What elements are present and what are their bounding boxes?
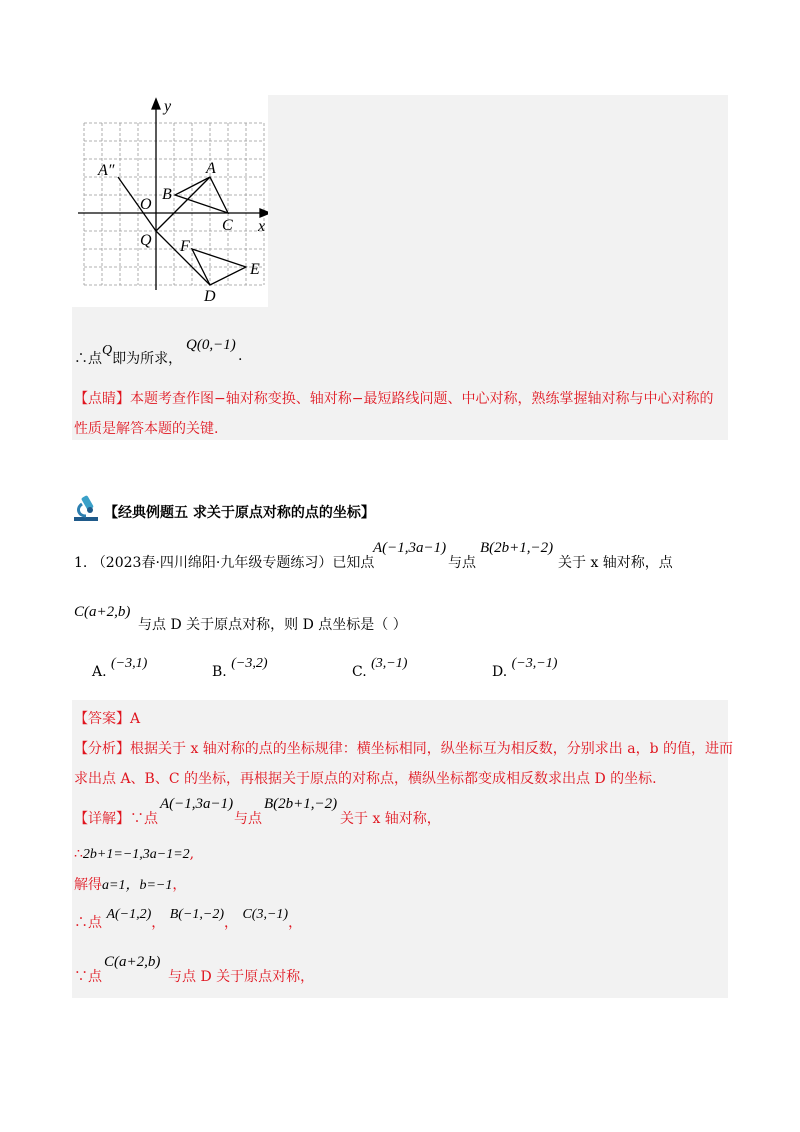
section-title: 【经典例题五 求关于原点对称的点的坐标】 [104, 505, 375, 521]
detail-point-b: B(2b+1,−2) [264, 796, 338, 812]
detail-point-a: A(−1,3a−1) [160, 796, 234, 812]
detail-tag: 【详解】 [74, 811, 130, 827]
analysis-text-1: 根据关于 x 轴对称的点的坐标规律：横坐标相同，纵坐标互为相反数，分别求出 a，b 的值，进而 [130, 741, 734, 757]
detail-mid: 与点 [234, 811, 262, 827]
point-q-label: Q [102, 343, 113, 358]
question-tail: 关于 x 轴对称，点 [558, 555, 673, 571]
detail-sep-1: ， [151, 915, 166, 931]
label-q: Q [140, 232, 152, 249]
option-b-label: B. [212, 664, 227, 680]
label-c: C [222, 217, 233, 234]
option-d-value: (−3,−1) [511, 656, 558, 671]
conclusion-end: . [238, 348, 243, 364]
question-line-1 [74, 552, 374, 572]
detail-points-end: ， [288, 915, 303, 931]
question-point-a: A(−1,3a−1) [373, 540, 447, 556]
detail-therefore-points: ∴点 [74, 915, 102, 931]
detail-comma: , [189, 846, 195, 862]
detail-line-5-tail: 与点 D 关于原点对称， [168, 969, 315, 985]
axes [78, 99, 268, 290]
detail-tail: 关于 x 轴对称， [340, 811, 441, 827]
option-c-label: C. [352, 664, 367, 680]
detail-a-coord: A(−1,2) [106, 907, 152, 922]
option-a-label: A. [92, 664, 107, 680]
label-e: E [250, 261, 260, 278]
option-a-value: (−3,1) [111, 656, 148, 671]
option-c-value: (3,−1) [371, 656, 408, 671]
option-c[interactable] [352, 656, 408, 681]
detail-line-3 [74, 874, 186, 894]
comment-text-1: 本题考查作图−轴对称变换、轴对称−最短路线问题、中心对称，熟练掌握轴对称与中心对称的 [130, 391, 714, 407]
answer-tag: 【答案】 [74, 711, 130, 727]
question-mid: 与点 [448, 555, 476, 571]
analysis-line-2: 求出点 A、B、C 的坐标，再根据关于原点的对称点，横纵坐标都变成相反数求出点 D 的坐标. [74, 771, 657, 787]
option-d-label: D. [492, 664, 508, 680]
option-b[interactable] [212, 656, 268, 681]
conclusion-line [74, 343, 183, 368]
conclusion-coord: Q(0,−1) [186, 337, 236, 353]
detail-line-5: ∵点 [74, 969, 102, 985]
question-source: （2023春·四川绵阳·九年级专题练习）已知点 [91, 555, 375, 571]
question-line-2: 与点 D 关于原点对称，则 D 点坐标是（ ） [138, 617, 407, 633]
label-d: D [204, 288, 216, 305]
question-point-c: C(a+2,b) [74, 604, 131, 620]
detail-solution-comma: ， [172, 877, 187, 893]
answer-line [74, 708, 140, 728]
comment-line-2: 性质是解答本题的关键. [74, 421, 219, 437]
answer-value: A [130, 711, 141, 727]
detail-c-coord: C(3,−1) [242, 907, 289, 922]
option-a[interactable] [92, 656, 148, 681]
analysis-tag: 【分析】 [74, 741, 130, 757]
therefore-text: ∴点 [74, 351, 102, 367]
label-f: F [180, 238, 190, 255]
detail-therefore: ∴ [74, 846, 83, 862]
detail-sep-2: ， [224, 915, 239, 931]
question-point-b: B(2b+1,−2) [480, 540, 554, 556]
analysis-line-1 [74, 738, 733, 758]
coordinate-figure [72, 95, 268, 307]
label-b: B [162, 186, 172, 203]
detail-b-coord: B(−1,−2) [169, 907, 225, 922]
label-y: y [164, 98, 172, 115]
option-b-value: (−3,2) [231, 656, 268, 671]
detail-line-4 [74, 907, 303, 932]
question-number: 1. [74, 555, 88, 571]
option-d[interactable] [492, 656, 558, 681]
detail-because: ∵点 [130, 811, 158, 827]
detail-solve-label: 解得 [74, 877, 102, 893]
label-a-double-prime: A″ [98, 162, 115, 179]
grid [84, 123, 264, 285]
label-a: A [206, 160, 216, 177]
conclusion-text: 即为所求， [112, 351, 183, 367]
label-o: O [140, 196, 152, 213]
comment-tag: 【点睛】 [74, 391, 130, 407]
detail-line-2 [74, 846, 194, 863]
detail-line-1 [74, 808, 158, 828]
comment-line-1 [74, 388, 713, 408]
label-x: x [258, 218, 266, 235]
detail-solution: a=1，b=−1 [102, 878, 173, 893]
detail-point-c: C(a+2,b) [104, 954, 161, 970]
detail-equation: 2b+1=−1,3a−1=2 [82, 847, 190, 862]
microscope-icon [70, 494, 102, 522]
